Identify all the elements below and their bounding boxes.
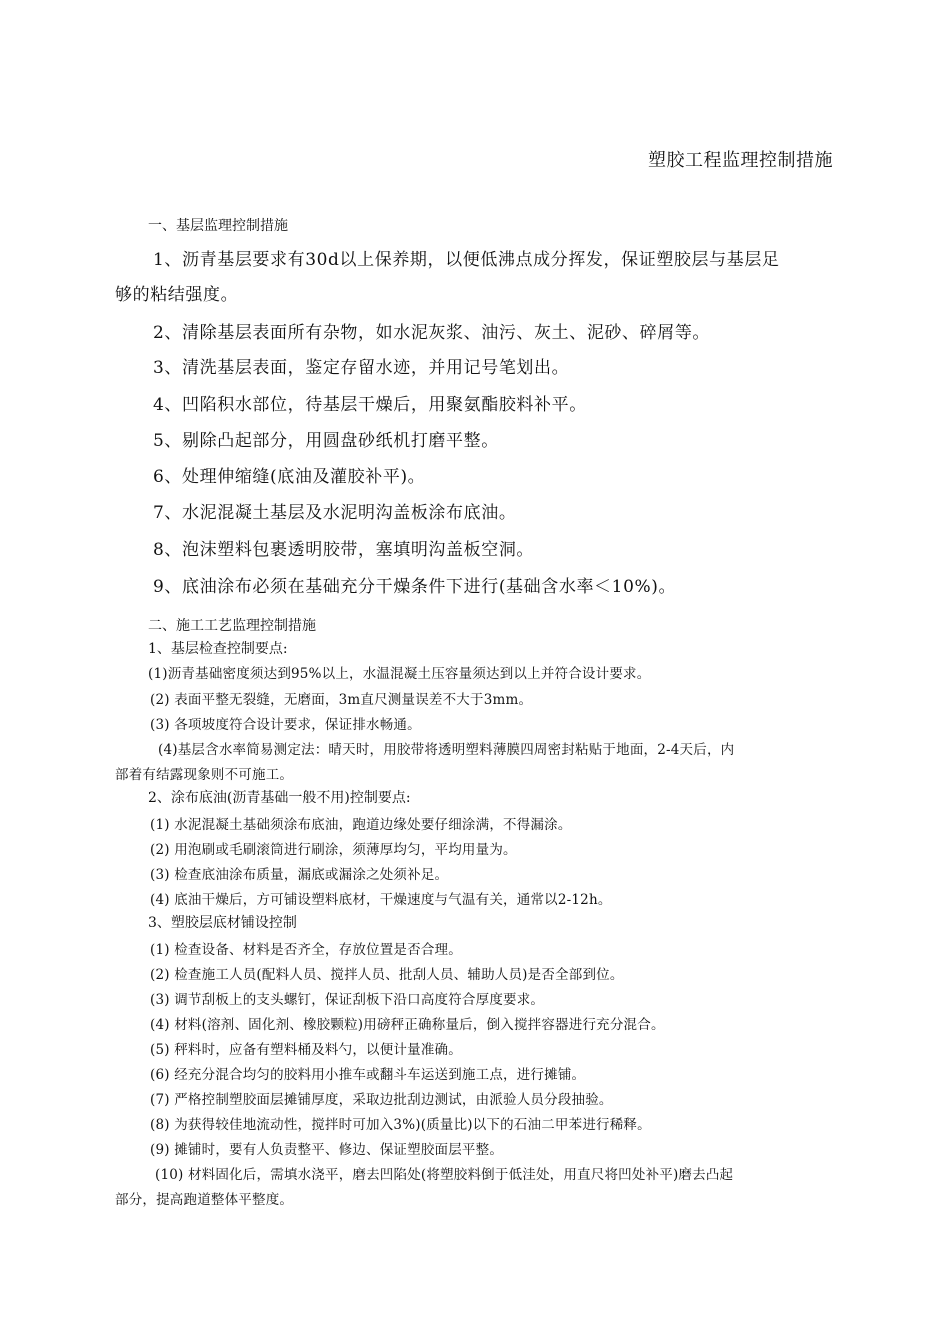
subsection-1-item: (1)沥青基础密度须达到95%以上，水温混凝土压容量须达到以上并符合设计要求。 xyxy=(148,666,651,682)
subsection-2-item: (1) 水泥混凝土基础须涂布底油，跑道边缘处要仔细涂满，不得漏涂。 xyxy=(150,817,572,833)
subsection-2-item: (2) 用泡刷或毛刷滚筒进行刷涂，须薄厚均匀，平均用量为。 xyxy=(150,842,517,858)
section-1-item: 4、凹陷积水部位，待基层干燥后，用聚氨酯胶料补平。 xyxy=(153,395,587,415)
section-1-item: 3、清洗基层表面，鉴定存留水迹，并用记号笔划出。 xyxy=(153,358,570,378)
subsection-1-item: (4)基层含水率简易测定法：晴天时，用胶带将透明塑料薄膜四周密封粘贴于地面，2-4天后，内 xyxy=(158,742,735,758)
section-1-item: 7、水泥混凝土基层及水泥明沟盖板涂布底油。 xyxy=(153,503,517,523)
subsection-3-item: (8) 为获得较佳地流动性，搅拌时可加入3%)(质量比)以下的石油二甲苯进行稀释。 xyxy=(150,1117,651,1133)
subsection-1-item: (2) 表面平整无裂缝，无磨面，3m直尺测量误差不大于3mm。 xyxy=(150,692,533,708)
subsection-3-item: (1) 检查设备、材料是否齐全，存放位置是否合理。 xyxy=(150,942,462,958)
subsection-1-item-continuation: 部着有结露现象则不可施工。 xyxy=(115,767,294,783)
section-1-item: 8、泡沫塑料包裹透明胶带，塞填明沟盖板空洞。 xyxy=(153,540,535,560)
section-1-item: 1、沥青基层要求有30d以上保养期，以便低沸点成分挥发，保证塑胶层与基层足 xyxy=(153,250,780,270)
section-2-heading: 二、施工工艺监理控制措施 xyxy=(148,618,316,634)
subsection-2-item: (3) 检查底油涂布质量，漏底或漏涂之处须补足。 xyxy=(150,867,449,883)
section-1-item: 9、底油涂布必须在基础充分干燥条件下进行(基础含水率＜10%)。 xyxy=(153,577,677,597)
section-1-item: 5、剔除凸起部分，用圆盘砂纸机打磨平整。 xyxy=(153,431,499,451)
subsection-3-item: (10) 材料固化后，需填水浇平，磨去凹陷处(将塑胶料倒于低洼处，用直尺将凹处补平)磨去凸起 xyxy=(155,1167,734,1183)
section-1-item-continuation: 够的粘结强度。 xyxy=(115,285,239,305)
section-1-heading: 一、基层监理控制措施 xyxy=(148,218,288,234)
subsection-1-item: (3) 各项坡度符合设计要求，保证排水畅通。 xyxy=(150,717,421,733)
subsection-3-item: (9) 摊铺时，要有人负责整平、修边、保证塑胶面层平整。 xyxy=(150,1142,504,1158)
subsection-1-heading: 1、基层检查控制要点: xyxy=(148,641,288,657)
subsection-3-item: (3) 调节刮板上的支头螺钉，保证刮板下沿口高度符合厚度要求。 xyxy=(150,992,545,1008)
subsection-3-item: (2) 检查施工人员(配料人员、搅拌人员、批刮人员、辅助人员)是否全部到位。 xyxy=(150,967,624,983)
subsection-2-heading: 2、涂布底油(沥青基础一般不用)控制要点: xyxy=(148,790,411,806)
subsection-3-item: (6) 经充分混合均匀的胶料用小推车或翻斗车运送到施工点，进行摊铺。 xyxy=(150,1067,586,1083)
subsection-3-item-continuation: 部分，提高跑道整体平整度。 xyxy=(115,1192,294,1208)
subsection-3-heading: 3、塑胶层底材铺设控制 xyxy=(148,915,297,931)
subsection-3-item: (4) 材料(溶剂、固化剂、橡胶颗粒)用磅秤正确称量后，倒入搅拌容器进行充分混合。 xyxy=(150,1017,665,1033)
subsection-3-item: (7) 严格控制塑胶面层摊铺厚度，采取边批刮边测试，由派验人员分段抽验。 xyxy=(150,1092,613,1108)
section-1-item: 6、处理伸缩缝(底油及灌胶补平)。 xyxy=(153,467,426,487)
document-title: 塑胶工程监理控制措施 xyxy=(648,150,833,171)
subsection-2-item: (4) 底油干燥后，方可铺设塑料底材，干燥速度与气温有关，通常以2-12h。 xyxy=(150,892,612,908)
section-1-item: 2、清除基层表面所有杂物，如水泥灰浆、油污、灰土、泥砂、碎屑等。 xyxy=(153,323,711,343)
subsection-3-item: (5) 秤料时，应备有塑料桶及料勺，以便计量准确。 xyxy=(150,1042,462,1058)
